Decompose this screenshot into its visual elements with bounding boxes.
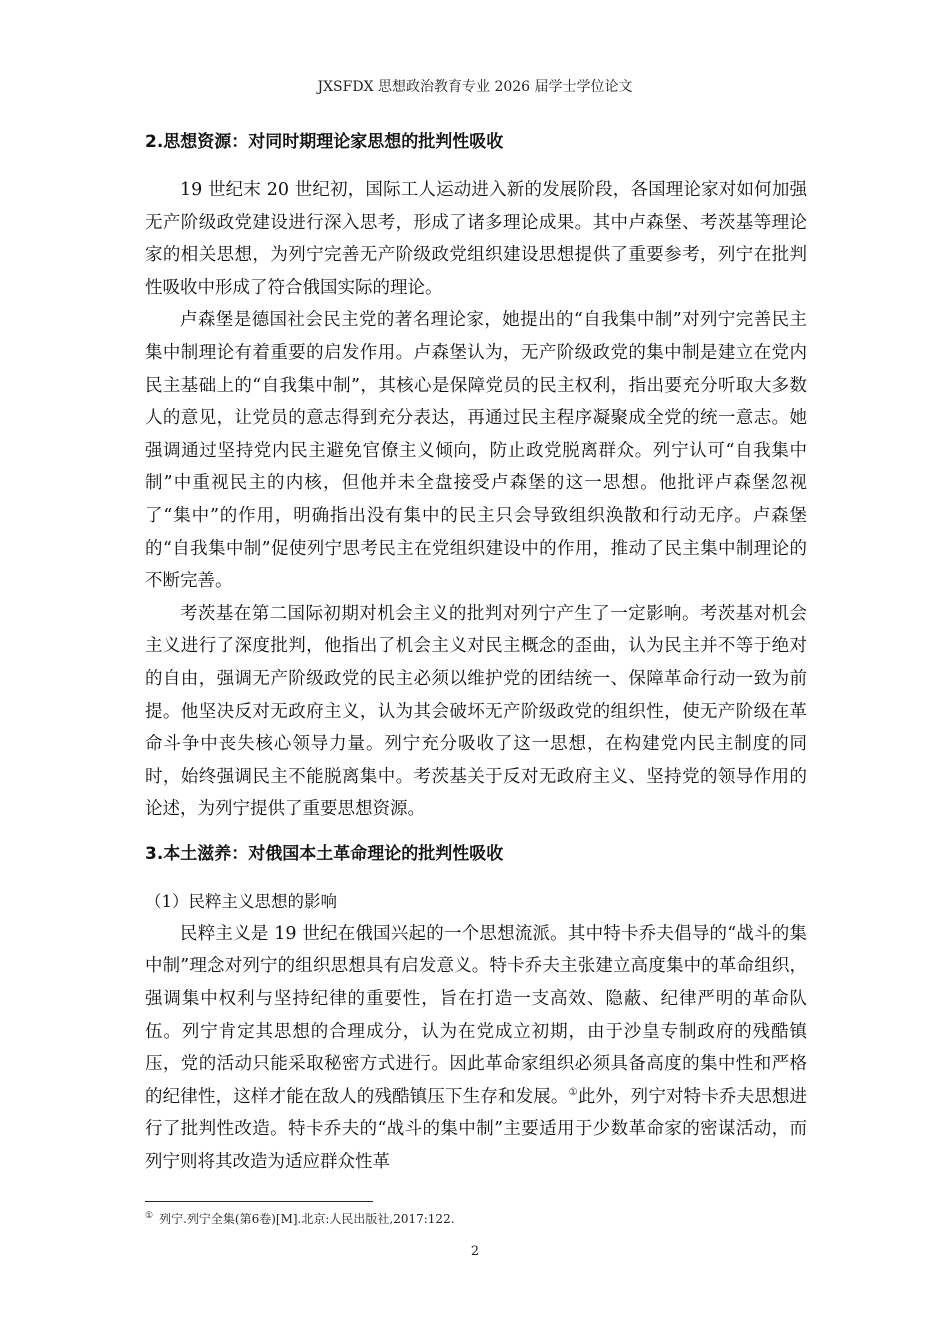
footnote-reference[interactable]: ①: [568, 1087, 578, 1099]
footnote-divider: [145, 1201, 373, 1202]
footnote-mark: ①: [145, 1211, 154, 1221]
section-3-heading: 3.本土滋养：对俄国本土革命理论的批判性吸收: [145, 843, 504, 864]
footnote: [145, 1210, 455, 1227]
subsection-1-heading: （1）民粹主义思想的影响: [145, 891, 337, 911]
section-2-paragraph-2: 卢森堡是德国社会民主党的著名理论家，她提出的“自我集中制”对列宁完善民主集中制理论有着重要的启发作用。卢森堡认为，无产阶级政党的集中制是建立在党内民主基础上的“自我集中制”，其核心是保障党员的民主权利，指出要充分听取大多数人的意见，让党员的意志得到充分表达，再通过民主程序凝聚成全党的统一意志。她强调通过坚持党内民主避免官僚主义倾向，防止政党脱离群众。列宁认可“自我集中制”中重视民主的内核，但他并未全盘接受卢森堡的这一思想。他批评卢森堡忽视了“集中”的作用，明确指出没有集中的民主只会导致组织涣散和行动无序。卢森堡的“自我集中制”促使列宁思考民主在党组织建设中的作用，推动了民主集中制理论的不断完善。: [145, 310, 807, 592]
section-3-paragraph-1: [145, 918, 807, 1179]
section-2-heading: 2.思想资源：对同时期理论家思想的批判性吸收: [145, 132, 504, 152]
page-number: 2: [470, 1244, 480, 1259]
section-2-paragraph-1: 19 世纪末 20 世纪初，国际工人运动进入新的发展阶段，各国理论家对如何加强无产阶级政党建设进行深入思考，形成了诸多理论成果。其中卢森堡、考茨基等理论家的相关思想，为列宁完善无产阶级政党组织建设思想提供了重要参考，列宁在批判性吸收中形成了符合俄国实际的理论。: [145, 180, 807, 298]
paragraph-text-after-note: 此外，列宁对特卡乔夫思想进行了批判性改造。特卡乔夫的“战斗的集中制”主要适用于少数革命家的密谋活动，而列宁则将其改造为适应群众性革: [145, 1086, 808, 1173]
paragraph-text-before-note: 民粹主义是 19 世纪在俄国兴起的一个思想流派。其中特卡乔夫倡导的“战斗的集中制”理念对列宁的组织思想具有启发意义。特卡乔夫主张建立高度集中的革命组织，强调集中权利与坚持纪律的重要性，旨在打造一支高效、隐蔽、纪律严明的革命队伍。列宁肯定其思想的合理成分，认为在党成立初期，由于沙皇专制政府的残酷镇压，党的活动只能采取秘密方式进行。因此革命家组织必须具备高度的集中性和严格的纪律性，这样才能在敌人的残酷镇压下生存和发展。: [145, 923, 807, 1107]
section-2-paragraph-3: 考茨基在第二国际初期对机会主义的批判对列宁产生了一定影响。考茨基对机会主义进行了深度批判，他指出了机会主义对民主概念的歪曲，认为民主并不等于绝对的自由，强调无产阶级政党的民主必须以维护党的团结统一、保障革命行动一致为前提。他坚决反对无政府主义，认为其会破坏无产阶级政党的组织性，使无产阶级在革命斗争中丧失核心领导力量。列宁充分吸收了这一思想，在构建党内民主制度的同时，始终强调民主不能脱离集中。考茨基关于反对无政府主义、坚持党的领导作用的论述，为列宁提供了重要思想资源。: [145, 603, 807, 820]
page-header: JXSFDX 思想政治教育专业 2026 届学士学位论文: [317, 79, 633, 95]
footnote-text: 列宁.列宁全集(第6卷)[M].北京:人民出版社,2017:122.: [159, 1212, 455, 1226]
body-content: [145, 128, 807, 1179]
